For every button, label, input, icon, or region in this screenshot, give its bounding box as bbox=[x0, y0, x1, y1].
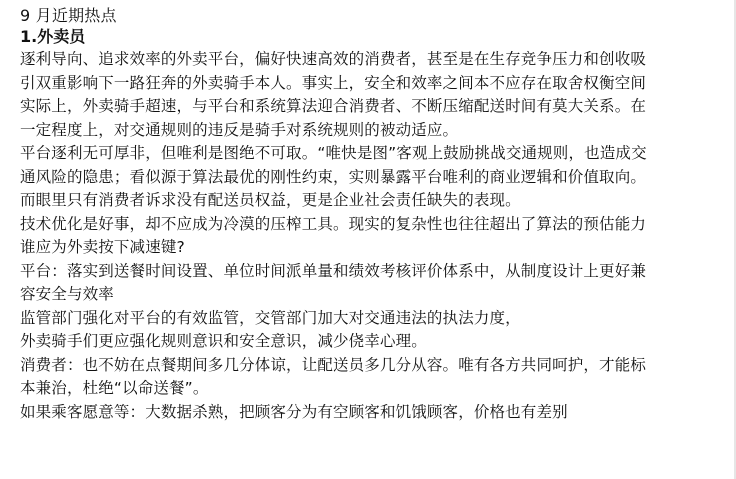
text-line: 外卖骑手们更应强化规则意识和安全意识，减少侥幸心理。 bbox=[20, 332, 427, 350]
text-line: 实际上，外卖骑手超速，与平台和系统算法迎合消费者、不断压缩配送时间有莫大关系。在 bbox=[20, 97, 647, 115]
paragraph-5 bbox=[20, 307, 728, 331]
text-line: 谁应为外卖按下减速键? bbox=[20, 238, 185, 256]
paragraph-1 bbox=[20, 48, 728, 142]
text-line: 监管部门强化对平台的有效监管，交管部门加大对交通违法的执法力度， bbox=[20, 308, 521, 327]
text-line: 一定程度上，对交通规则的违反是骑手对系统规则的被动适应。 bbox=[20, 120, 459, 139]
text-line: 而眼里只有消费者诉求没有配送员权益，更是企业社会责任缺失的表现。 bbox=[20, 191, 521, 209]
paragraph-6 bbox=[20, 330, 728, 354]
text-line: 逐利导向、追求效率的外卖平台，偏好快速高效的消费者，甚至是在生存竞争压力和创收吸 bbox=[20, 50, 647, 68]
text-line: 平台逐利无可厚非，但唯利是图绝不可取。“唯快是图”客观上鼓励挑战交通规则，也造成交 bbox=[20, 144, 647, 162]
document-title: 9 月近期热点 bbox=[20, 6, 117, 25]
text-line: 技术优化是好事，却不应成为冷漠的压榨工具。现实的复杂性也往往超出了算法的预估能力 bbox=[20, 214, 647, 233]
section-heading: 1.外卖员 bbox=[20, 27, 86, 46]
paragraph-2 bbox=[20, 142, 728, 213]
text-line: 通风险的隐患；看似源于算法最优的刚性约束，实则暴露平台唯利的商业逻辑和价值取向。 bbox=[20, 167, 647, 186]
text-line: 引双重影响下一路狂奔的外卖骑手本人。事实上，安全和效率之间本不应存在取舍权衡空间 bbox=[20, 73, 647, 92]
text-line: 如果乘客愿意等：大数据杀熟，把顾客分为有空顾客和饥饿顾客，价格也有差别 bbox=[20, 402, 568, 421]
text-line: 容安全与效率 bbox=[20, 285, 114, 303]
paragraph-8 bbox=[20, 401, 728, 425]
text-line: 消费者：也不妨在点餐期间多几分体谅，让配送员多几分从容。唯有各方共同呵护，才能标 bbox=[20, 355, 647, 374]
text-line: 本兼治，杜绝“以命送餐”。 bbox=[20, 379, 209, 397]
paragraph-7 bbox=[20, 354, 728, 401]
paragraph-4 bbox=[20, 260, 728, 307]
text-line: 平台：落实到送餐时间设置、单位时间派单量和绩效考核评价体系中，从制度设计上更好兼 bbox=[20, 261, 647, 280]
paragraph-3 bbox=[20, 213, 728, 260]
